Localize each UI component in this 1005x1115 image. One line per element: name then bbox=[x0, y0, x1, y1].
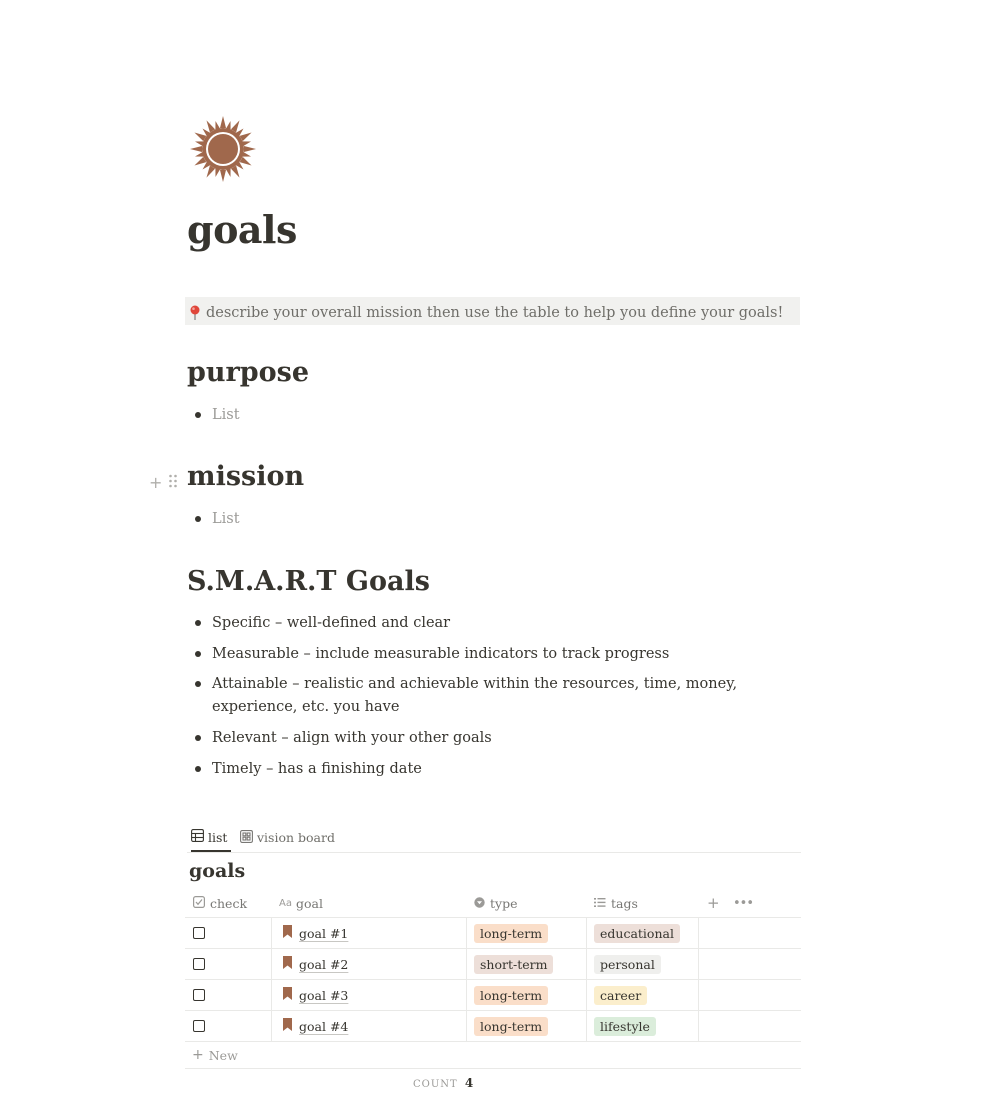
column-label: check bbox=[210, 895, 248, 911]
more-options-button[interactable] bbox=[733, 889, 753, 917]
type-pill: long-term bbox=[474, 1017, 548, 1036]
bullet-dot bbox=[195, 412, 201, 418]
smart-item-text: Specific – well-defined and clear bbox=[212, 615, 451, 631]
heading-mission[interactable]: mission bbox=[187, 461, 305, 492]
column-header-type[interactable] bbox=[474, 889, 517, 917]
bullet-dot bbox=[195, 620, 201, 626]
checkbox-icon bbox=[193, 896, 210, 911]
ellipsis-icon: ••• bbox=[733, 895, 754, 911]
purpose-list-placeholder: List bbox=[212, 407, 240, 423]
heading-smart-goals[interactable]: S.M.A.R.T Goals bbox=[187, 566, 430, 597]
smart-item-measurable[interactable] bbox=[195, 643, 802, 666]
table-header bbox=[185, 889, 801, 918]
goal-title[interactable]: goal #2 bbox=[299, 956, 349, 972]
database-title[interactable]: goals bbox=[189, 860, 246, 882]
count-summary[interactable] bbox=[413, 1076, 473, 1090]
type-pill: long-term bbox=[474, 924, 548, 943]
heading-purpose[interactable]: purpose bbox=[187, 357, 310, 388]
tag-pill: lifestyle bbox=[594, 1017, 656, 1036]
sun-icon[interactable] bbox=[189, 115, 257, 183]
table-row[interactable] bbox=[185, 980, 801, 1011]
tag-pill: educational bbox=[594, 924, 680, 943]
count-label: COUNT bbox=[413, 1079, 458, 1090]
purpose-list-item[interactable] bbox=[195, 404, 240, 427]
column-label: tags bbox=[611, 895, 638, 911]
smart-item-text: Timely – has a finishing date bbox=[212, 761, 422, 777]
bullet-dot bbox=[195, 735, 201, 741]
table-row[interactable] bbox=[185, 1011, 801, 1042]
tag-pill: personal bbox=[594, 955, 661, 974]
column-header-check[interactable] bbox=[193, 889, 247, 917]
bullet-dot bbox=[195, 651, 201, 657]
page-title[interactable]: goals bbox=[187, 207, 297, 252]
smart-item-attainable[interactable] bbox=[195, 673, 802, 719]
smart-item-text: Attainable – realistic and achievable within the resources, time, money, experience, etc. you have bbox=[212, 676, 738, 715]
goal-title[interactable]: goal #3 bbox=[299, 987, 349, 1003]
callout-block[interactable] bbox=[185, 297, 800, 325]
bookmark-icon bbox=[283, 925, 292, 941]
row-checkbox[interactable] bbox=[193, 989, 205, 1001]
bullet-dot bbox=[195, 766, 201, 772]
row-checkbox[interactable] bbox=[193, 927, 205, 939]
table-icon bbox=[191, 829, 208, 845]
add-property-button[interactable] bbox=[707, 889, 720, 917]
goal-title[interactable]: goal #1 bbox=[299, 925, 349, 941]
list-icon bbox=[594, 896, 611, 911]
drag-handle-icon[interactable] bbox=[168, 473, 178, 493]
column-label: type bbox=[490, 895, 518, 911]
goal-title[interactable]: goal #4 bbox=[299, 1018, 349, 1034]
tab-label: vision board bbox=[257, 830, 335, 845]
table-row[interactable] bbox=[185, 918, 801, 949]
bookmark-icon bbox=[283, 987, 292, 1003]
count-value: 4 bbox=[464, 1076, 474, 1090]
tab-label: list bbox=[208, 829, 228, 845]
smart-item-text: Relevant – align with your other goals bbox=[212, 730, 492, 746]
bookmark-icon bbox=[283, 1018, 292, 1034]
new-row-button[interactable] bbox=[185, 1042, 801, 1069]
callout-text: describe your overall mission then use the table to help you define your goals! bbox=[206, 305, 784, 321]
smart-item-specific[interactable] bbox=[195, 612, 802, 635]
smart-item-text: Measurable – include measurable indicators to track progress bbox=[212, 646, 670, 662]
text-aa-icon: Aa bbox=[279, 897, 292, 909]
gallery-icon bbox=[240, 830, 257, 846]
column-header-goal[interactable] bbox=[279, 889, 323, 917]
column-header-tags[interactable] bbox=[594, 889, 638, 917]
table-row[interactable] bbox=[185, 949, 801, 980]
row-checkbox[interactable] bbox=[193, 1020, 205, 1032]
mission-list-placeholder: List bbox=[212, 511, 240, 527]
round-pushpin-icon bbox=[188, 305, 202, 321]
row-checkbox[interactable] bbox=[193, 958, 205, 970]
bullet-dot bbox=[195, 681, 201, 687]
smart-item-timely[interactable] bbox=[195, 758, 802, 781]
bookmark-icon bbox=[283, 956, 292, 972]
tag-pill: career bbox=[594, 986, 647, 1005]
goals-table bbox=[185, 889, 801, 1069]
bullet-dot bbox=[195, 516, 201, 522]
smart-item-relevant[interactable] bbox=[195, 727, 802, 750]
type-pill: long-term bbox=[474, 986, 548, 1005]
add-block-icon[interactable]: + bbox=[149, 473, 163, 492]
plus-icon: + bbox=[192, 1047, 204, 1063]
select-icon bbox=[474, 896, 490, 911]
tab-vision-board[interactable] bbox=[240, 824, 335, 851]
column-label: goal bbox=[295, 895, 323, 911]
database-view-tabs bbox=[187, 824, 801, 853]
new-row-label: New bbox=[208, 1047, 238, 1063]
plus-icon: + bbox=[707, 894, 720, 912]
type-pill: short-term bbox=[474, 955, 553, 974]
mission-list-item[interactable] bbox=[195, 508, 240, 531]
tab-list[interactable] bbox=[191, 824, 231, 852]
block-handle[interactable] bbox=[149, 473, 178, 493]
